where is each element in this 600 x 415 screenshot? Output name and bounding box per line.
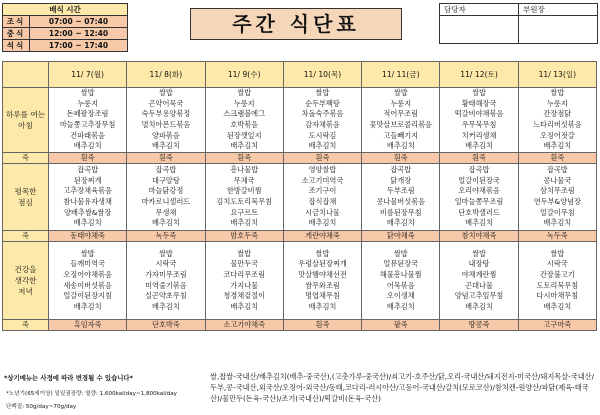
menu-item: 소고기미역국: [301, 175, 344, 185]
menu-cell: [518, 242, 596, 320]
menu-item: 잡곡밥: [468, 165, 490, 175]
menu-item: 배추김치: [308, 301, 337, 311]
menu-item: 배추김치: [152, 218, 180, 228]
menu-item: 도시락김: [308, 130, 337, 140]
porridge-cell: 흰죽: [283, 320, 361, 331]
menu-item: 김치도토리묵무침: [216, 197, 272, 206]
approval-director-label: 부원장: [519, 4, 598, 16]
porridge-label: 죽: [3, 231, 49, 242]
porridge-label: 죽: [3, 153, 49, 164]
menu-item: 조기구이: [308, 186, 337, 196]
approval-staff-label: 담당자: [440, 4, 519, 16]
date-header: 11/ 13(일): [518, 62, 596, 88]
porridge-cell: 흰죽: [127, 153, 205, 164]
porridge-cell: 흰죽: [518, 153, 596, 164]
meal-row: [3, 164, 597, 231]
menu-item: 배추김치: [386, 141, 415, 151]
meal-label-line: 점심: [18, 198, 33, 207]
approval-director-sign: [519, 16, 598, 44]
meal-row: [3, 88, 597, 153]
menu-item: 황태해장국: [461, 98, 497, 108]
menu-item: 간장불고기: [539, 269, 575, 279]
menu-cell: [205, 88, 283, 153]
menu-cell: [283, 164, 361, 231]
meal-label: [3, 242, 49, 320]
porridge-cell: 밤호두죽: [205, 231, 283, 242]
menu-item: 시금치나물: [305, 207, 340, 217]
menu-item: 콩나물버섯볶음: [376, 197, 426, 206]
menu-item: 쌀밥: [472, 248, 486, 258]
meal-label: [3, 88, 49, 153]
menu-item: 배추김치: [308, 218, 337, 228]
porridge-cell: 흑임자죽: [49, 320, 127, 331]
menu-item: 영양찰밥: [308, 165, 337, 175]
menu-item: 시락국: [155, 259, 177, 269]
menu-item: 쌈무와조림: [305, 280, 340, 290]
menu-item: 잡곡밥: [155, 165, 177, 175]
menu-item: 물만두국: [230, 259, 259, 269]
porridge-cell: 흰죽: [205, 153, 283, 164]
menu-item: 쌀밥: [158, 248, 173, 258]
menu-cell: [362, 88, 440, 153]
menu-item: 우렁살된장찌개: [298, 259, 347, 269]
menu-item: 비름된장무침: [379, 207, 422, 217]
menu-item: 간장점닭: [543, 109, 572, 119]
menu-item: 적어무조림: [383, 109, 419, 119]
menu-item: 된장찌개: [73, 175, 102, 185]
menu-item: 배추김치: [543, 301, 572, 311]
menu-item: 호박볶음: [230, 120, 259, 129]
menu-item: 배추김치: [308, 141, 337, 151]
menu-item: 쌀밥: [80, 88, 95, 98]
menu-item: 순두부백탕: [305, 98, 340, 108]
porridge-cell: 땅콩죽: [440, 320, 518, 331]
menu-cell: [440, 88, 518, 153]
menu-cell: [283, 88, 361, 153]
menu-item: 곤대나물: [465, 280, 493, 290]
porridge-cell: 고구마죽: [518, 320, 596, 331]
weekly-menu-table: [2, 61, 597, 331]
menu-item: 맛살햄야채선전: [298, 269, 347, 279]
date-header: 11/ 8(화): [127, 62, 205, 88]
menu-cell: [49, 88, 127, 153]
porridge-cell: 흰죽: [49, 153, 127, 164]
menu-item: 들깨미역국: [70, 259, 105, 269]
porridge-cell: 녹두죽: [127, 231, 205, 242]
serving-time-title: 배식 시간: [3, 4, 128, 16]
porridge-cell: 소고기야채죽: [205, 320, 283, 331]
menu-cell: [283, 242, 361, 320]
menu-item: 명엽채무침: [305, 291, 340, 301]
porridge-cell: 동태야채죽: [49, 231, 127, 242]
menu-item: 코다리무조림: [223, 269, 266, 279]
menu-item: 어묵볶음: [386, 280, 415, 290]
date-header: 11/ 9(수): [205, 62, 283, 88]
menu-cell: [440, 242, 518, 320]
menu-item: 오징어젓갈: [539, 130, 575, 140]
menu-item: 무채국: [233, 175, 255, 185]
menu-item: 얼갈이된장국: [458, 175, 500, 185]
menu-cell: [518, 88, 596, 153]
menu-item: 연두부&양념장: [533, 197, 581, 206]
menu-item: 닭개장: [390, 175, 412, 185]
menu-item: 시락국: [546, 259, 568, 269]
menu-item: 오리야채볶음: [458, 186, 500, 196]
menu-item: 누룽지: [546, 98, 568, 108]
meal-label-line: 하루를 여는: [5, 110, 46, 119]
menu-cell: [440, 164, 518, 231]
menu-item: 양파볶음: [152, 130, 180, 140]
menu-item: 오이생채: [386, 291, 415, 301]
menu-item: 쌀밥: [472, 88, 486, 98]
menu-item: 참나물유자생채: [63, 197, 112, 206]
menu-item: 일마늘쫑무조림: [454, 197, 504, 206]
menu-item: 쌀밥: [393, 88, 408, 98]
menu-cell: [127, 164, 205, 231]
meal-label-line: 생각한: [14, 276, 37, 285]
menu-item: 스크램블에그: [223, 109, 266, 119]
menu-item: 얼갈이무침: [539, 207, 575, 217]
date-header: 11/ 7(월): [49, 62, 127, 88]
menu-item: 쌀밥: [315, 88, 330, 98]
menu-item: 숙두부용양볶정: [141, 109, 191, 119]
menu-item: 대구알탕: [152, 175, 180, 185]
menu-item: 내장탕: [468, 259, 490, 269]
menu-item: 배추김치: [230, 141, 259, 151]
menu-item: 느타리버섯볶음: [533, 120, 582, 129]
porridge-label: 죽: [3, 320, 49, 331]
menu-item: 청경채겉절이: [223, 291, 266, 301]
menu-item: 양배추쌈&쌈장: [64, 207, 112, 217]
menu-item: 감자채볶음: [305, 120, 340, 129]
menu-cell: [362, 242, 440, 320]
menu-item: 배추김치: [152, 141, 180, 151]
menu-item: 미역줄기볶음: [145, 280, 187, 290]
menu-item: 도토리묵무침: [536, 280, 579, 290]
date-header: 11/ 12(토): [440, 62, 518, 88]
menu-item: 쌀밥: [158, 88, 173, 98]
meal-label-line: 평목한: [14, 187, 37, 196]
meal-label-line: 저녁: [18, 287, 33, 296]
porridge-cell: 참치야채죽: [440, 231, 518, 242]
menu-item: 꽃맛살브로콜리볶음: [369, 120, 433, 129]
menu-item: 얼뮤된장국: [383, 259, 419, 269]
menu-item: 누룽지: [390, 98, 412, 108]
menu-item: 한방갈비찜: [226, 186, 262, 196]
approval-staff-sign: [440, 16, 519, 44]
menu-item: 배추김치: [386, 218, 415, 228]
menu-item: 배추김치: [152, 301, 180, 311]
menu-item: 배추김치: [465, 218, 493, 228]
menu-item: 돈페팔장조림: [66, 109, 109, 119]
meal-label-line: 건강을: [14, 265, 37, 274]
breakfast-time: 07:00 ~ 07:40: [30, 16, 128, 28]
menu-item: 두부조림: [386, 186, 415, 196]
menu-item: 차돌숙주볶음: [301, 109, 344, 119]
protein-note: 단백질: 50g/day~70g/day: [6, 404, 77, 410]
serving-time-table: [2, 3, 128, 52]
meal-row: [3, 242, 597, 320]
porridge-cell: 게란야채죽: [283, 231, 361, 242]
menu-item: 쌀밥: [237, 88, 252, 98]
porridge-row: [3, 153, 597, 164]
menu-item: 배추김치: [465, 141, 493, 151]
menu-item: 건파래볶음: [70, 130, 105, 140]
menu-item: 치커리생채: [461, 130, 497, 140]
menu-cell: [127, 242, 205, 320]
menu-item: 배추김치: [386, 301, 415, 311]
menu-item: 쌀밥: [80, 248, 95, 258]
date-header: 11/ 11(금): [362, 62, 440, 88]
porridge-row: [3, 320, 597, 331]
menu-item: 새송이버섯볶음: [63, 280, 112, 290]
menu-item: 잡식잡채: [308, 197, 337, 206]
date-header-row: [3, 62, 597, 88]
menu-item: 배추김치: [230, 218, 259, 228]
menu-item: 배추김치: [230, 301, 259, 311]
menu-item: 쌀밥: [550, 88, 565, 98]
menu-item: 다시마채무침: [536, 291, 579, 301]
menu-item: 잡곡밥: [546, 165, 568, 175]
menu-item: 흥나물밥: [230, 165, 259, 175]
menu-item: 오징어야채볶음: [63, 269, 112, 279]
lunch-time: 12:00 ~ 12:40: [30, 28, 128, 40]
date-header: 11/ 10(목): [283, 62, 361, 88]
menu-item: 누룽지: [77, 98, 99, 108]
menu-item: 쌀밥: [550, 248, 565, 258]
page-title: 주간 식단표: [190, 8, 402, 40]
menu-item: 해물흥나물찜: [379, 269, 422, 279]
porridge-cell: 녹두죽: [518, 231, 596, 242]
meal-label-line: 아침: [18, 121, 33, 130]
menu-item: 쌀밥: [393, 248, 408, 258]
menu-item: 떡갈비야채볶음: [454, 109, 504, 119]
menu-item: 무생채: [155, 207, 177, 217]
porridge-cell: 팥죽: [362, 320, 440, 331]
menu-item: 배추김치: [73, 301, 102, 311]
menu-item: 고들빼기지: [383, 130, 419, 140]
menu-item: 얼갈이된장지침: [63, 291, 112, 301]
menu-item: 배추김치: [543, 218, 572, 228]
porridge-cell: 닭야채죽: [362, 231, 440, 242]
menu-cell: [49, 164, 127, 231]
menu-cell: [362, 164, 440, 231]
menu-item: 실곤약초무침: [145, 291, 187, 301]
menu-item: 마카로니샐러드: [141, 197, 191, 206]
porridge-cell: 흰죽: [362, 153, 440, 164]
menu-item: 쌀밥: [315, 248, 330, 258]
breakfast-label: 조식: [3, 16, 30, 28]
menu-item: 배추김치: [73, 218, 102, 228]
menu-item: 쌀밥: [237, 248, 252, 258]
dinner-label: 석식: [3, 40, 30, 52]
menu-item: 잡곡밥: [77, 165, 99, 175]
porridge-cell: 흰죽: [440, 153, 518, 164]
menu-item: 된장깻잎지: [226, 130, 262, 140]
porridge-cell: 단호박죽: [127, 320, 205, 331]
porridge-row: [3, 231, 597, 242]
menu-item: 가자미무조림: [145, 269, 187, 279]
menu-item: 마늘쫑고추장무침: [59, 120, 116, 129]
menu-item: 배추김치: [465, 301, 493, 311]
menu-cell: [205, 242, 283, 320]
menu-item: 마늘닭강정: [148, 186, 184, 196]
origin-info: 쌀,찹쌀-국내산/배추김치(배추-중국산),(고춧가루-중국산)/쇠고기-호주산/닭,오리-국내산/돼지전지-미국산/돼지목살-국내산/두부,콩-국내산,외국산/오징어-외국산/동태,코다리-러시아산/고등어-국내산/갈치(모로코산)/참치캔-원양산/파닭(제육-태국산)/물만두(돈육-국산)/조기(국내산)/떡갈비(돈육-국산): [210, 372, 595, 403]
menu-item: 요구르트: [230, 207, 259, 217]
menu-item: 누룽지: [233, 98, 255, 108]
menu-cell: [518, 164, 596, 231]
menu-item: 고추장채육볶음: [63, 186, 112, 196]
approval-box: [439, 3, 598, 44]
corner-cell: [3, 62, 49, 88]
menu-item: 콩나물국: [543, 175, 572, 185]
change-notice: *상기메뉴는 사정에 따라 변경될 수 있습니다*: [4, 374, 133, 382]
dinner-time: 17:00 ~ 17:40: [30, 40, 128, 52]
calorie-note: *노년기(65세이상) 일일권장량: 열량: 1,600kal/day~1,800kal/day: [6, 391, 177, 397]
meal-label: [3, 164, 49, 231]
lunch-label: 중식: [3, 28, 30, 40]
menu-item: 우무묵무침: [461, 120, 497, 129]
menu-item: 양념고추잎무침: [454, 291, 504, 301]
menu-item: 잡곡밥: [390, 165, 412, 175]
menu-item: 배추김치: [543, 141, 572, 151]
menu-item: 단호박샐러드: [458, 207, 500, 217]
menu-item: 가지나물: [230, 280, 259, 290]
menu-item: 배추김치: [73, 141, 102, 151]
menu-cell: [49, 242, 127, 320]
menu-item: 멸치아몬드볶음: [141, 120, 191, 129]
menu-item: 곤약어묵국: [148, 98, 184, 108]
menu-cell: [205, 164, 283, 231]
porridge-cell: 흰죽: [283, 153, 361, 164]
menu-item: 삼치무조림: [539, 186, 575, 196]
menu-cell: [127, 88, 205, 153]
menu-item: 야채계란찜: [461, 269, 497, 279]
